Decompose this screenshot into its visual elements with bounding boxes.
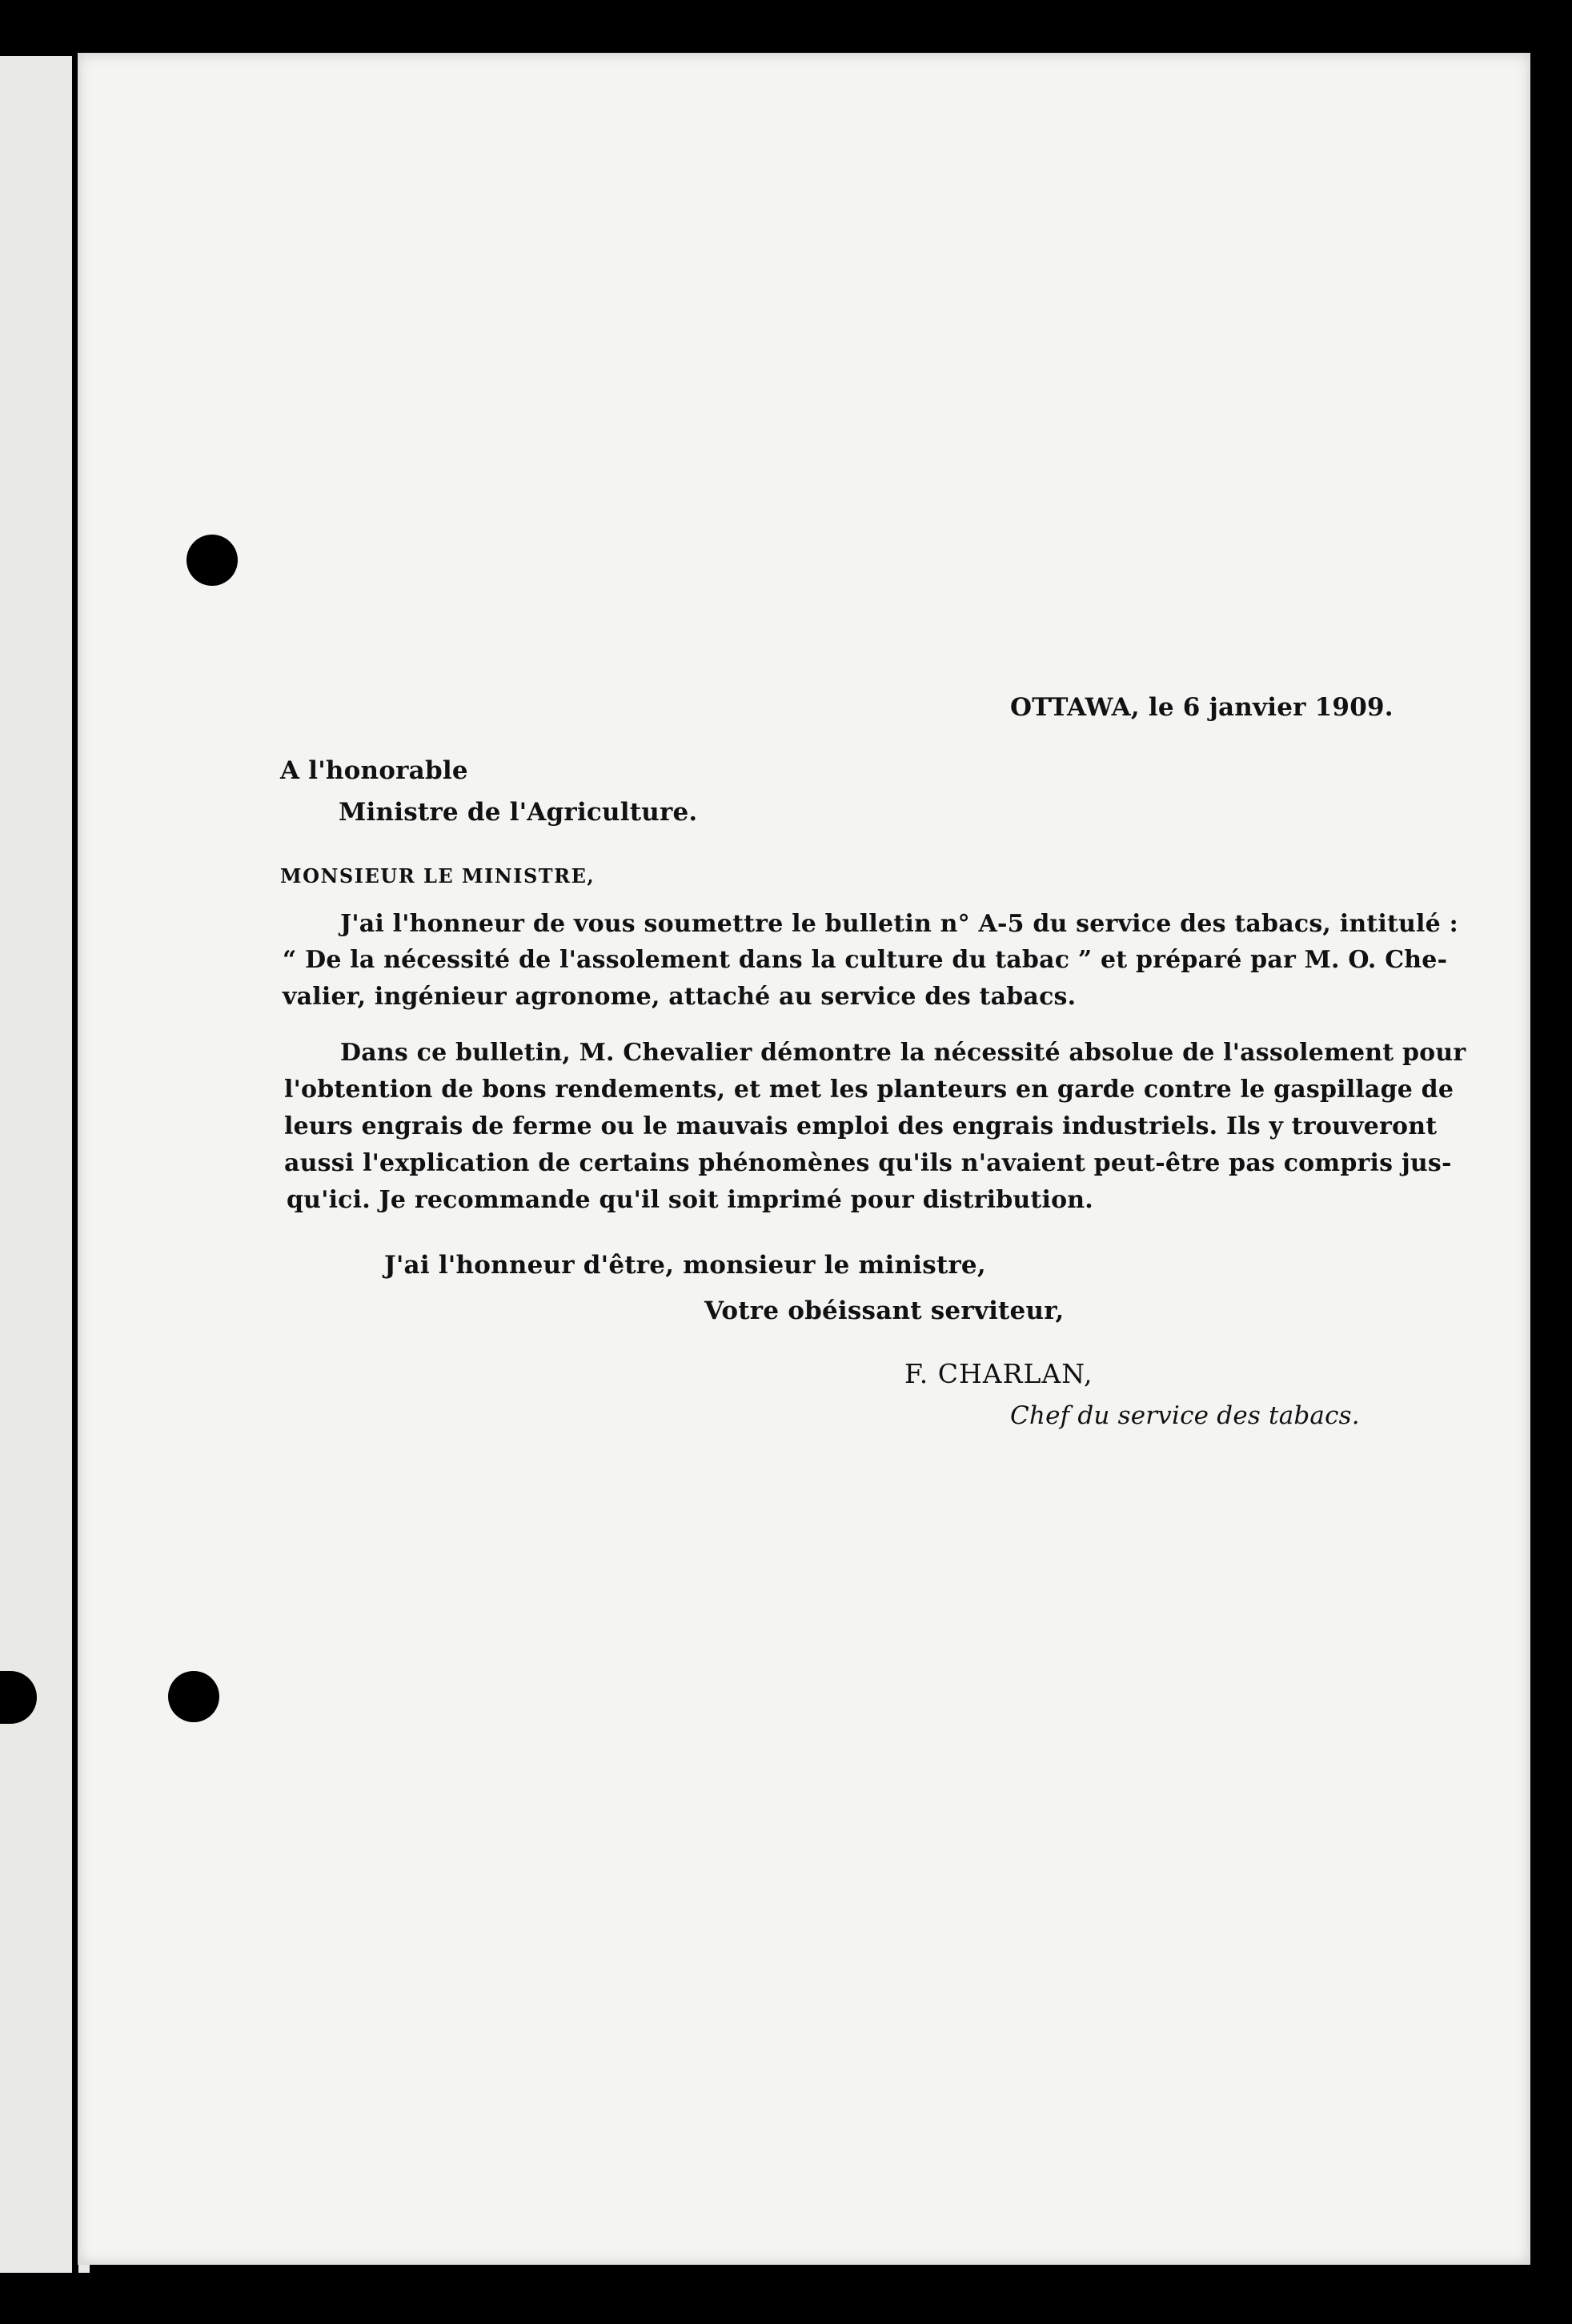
punch-hole-upper [186, 535, 238, 586]
closing-line-2: Votre obéissant serviteur, [704, 1296, 1065, 1325]
paragraph-line: Dans ce bulletin, M. Chevalier démontre la nécessité absolue de l'assolement pour [340, 1039, 1466, 1067]
punch-hole-lower [168, 1671, 219, 1722]
paragraph-line: qu'ici. Je recommande qu'il soit imprimé pour distribution. [287, 1186, 1093, 1214]
paragraph-line: aussi l'explication de certains phénomènes qu'ils n'avaient peut-être pas compris jus- [284, 1149, 1452, 1177]
address-line-2: Ministre de l'Agriculture. [339, 798, 698, 827]
paragraph-line: leurs engrais de ferme ou le mauvais emploi des engrais industriels. Ils y trouveront [284, 1112, 1438, 1140]
paragraph-line: “ De la nécessité de l'assolement dans la culture du tabac ” et préparé par M. O. Che- [283, 946, 1448, 974]
dateline: OTTAWA, le 6 janvier 1909. [1010, 693, 1394, 722]
signature-name: F. CHARLAN, [904, 1358, 1093, 1389]
signature-title: Chef du service des tabacs. [1010, 1401, 1360, 1430]
paragraph-line: J'ai l'honneur de vous soumettre le bulletin n° A-5 du service des tabacs, intitulé : [340, 910, 1458, 938]
salutation: MONSIEUR LE MINISTRE, [280, 864, 596, 888]
address-line-1: A l'honorable [280, 756, 468, 785]
closing-line-1: J'ai l'honneur d'être, monsieur le ministre, [384, 1251, 986, 1280]
paragraph-line: l'obtention de bons rendements, et met les planteurs en garde contre le gaspillage de [284, 1076, 1454, 1104]
paragraph-line: valier, ingénieur agronome, attaché au service des tabacs. [283, 983, 1077, 1011]
